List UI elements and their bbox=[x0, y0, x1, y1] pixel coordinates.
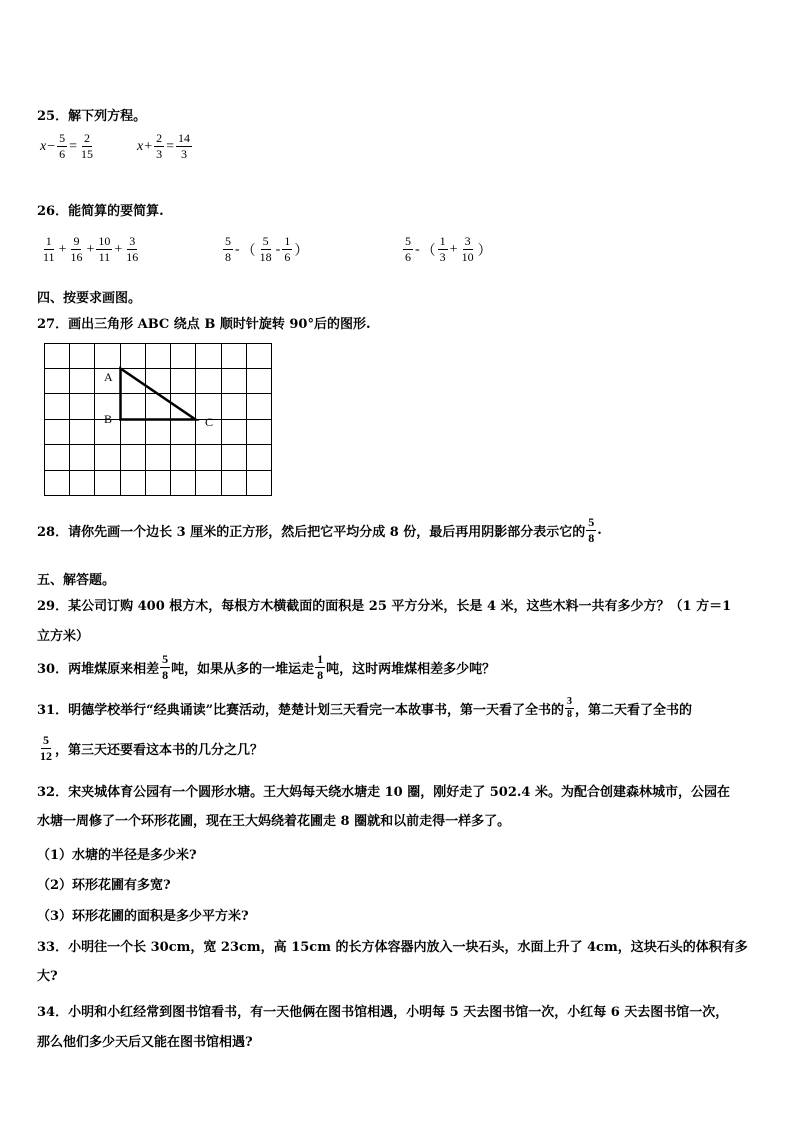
q26-expression-2: $\frac{5}{8}$ - （ $\frac{5}{18}$ - $\frac{1}{6}$ ） bbox=[225, 234, 309, 264]
q29-line-2: 立方米） bbox=[37, 629, 90, 644]
point-c-label: C bbox=[205, 415, 214, 429]
fraction: $\frac{3}{10}$ bbox=[461, 234, 474, 264]
fraction: $\frac{5}{8}$ bbox=[225, 234, 231, 264]
equals: = bbox=[69, 138, 78, 154]
section-5-heading: 五、解答题。 bbox=[37, 573, 116, 588]
grid-triangle-figure bbox=[44, 343, 272, 496]
fraction: $\frac{5}{12}$ bbox=[40, 733, 52, 763]
q27-text: 27．画出三角形 ABC 绕点 B 顺时针旋转 90°后的图形. bbox=[37, 317, 371, 332]
fraction: $\frac{1}{6}$ bbox=[284, 234, 291, 264]
q34-line-2: 那么他们多少天后又能在图书馆相遇? bbox=[37, 1035, 253, 1050]
variable: x bbox=[40, 138, 47, 154]
variable: x bbox=[137, 138, 144, 154]
fraction: $\frac{5}{6}$ bbox=[59, 131, 66, 161]
fraction: $\frac{10}{11}$ bbox=[98, 234, 111, 264]
fraction: $\frac{1}{11}$ bbox=[43, 234, 55, 264]
q26-expression-3: $\frac{5}{6}$ - （ $\frac{1}{3}$ + $\frac{3}{10}$ ） bbox=[405, 234, 492, 264]
q32-sub-3: （3）环形花圃的面积是多少平方米? bbox=[37, 909, 249, 924]
section-4-heading: 四、按要求画图。 bbox=[37, 291, 142, 306]
q32-line-2: 水塘一周修了一个环形花圃，现在王大妈绕着花圃走 8 圈就和以前走得一样多了。 bbox=[37, 814, 511, 829]
fraction: $\frac{3}{8}$ bbox=[567, 696, 573, 720]
q25-equation-2 bbox=[137, 131, 193, 162]
q32-sub-1: （1）水塘的半径是多少米? bbox=[37, 848, 197, 863]
q25-title: 25．解下列方程。 bbox=[37, 109, 147, 124]
q25-equation-1 bbox=[40, 131, 96, 162]
q31-line-1: 31．明德学校举行“经典诵读”比赛活动，楚楚计划三天看完一本故事书，第一天看了全书的 $\frac{3}{8}$ ，第二天看了全书的 bbox=[37, 696, 693, 720]
operator: + bbox=[144, 138, 153, 154]
q34-line-1: 34．小明和小红经常到图书馆看书，有一天他俩在图书馆相遇，小明每 5 天去图书馆一次，小红每 6 天去图书馆一次， bbox=[37, 1005, 729, 1020]
equals: = bbox=[166, 138, 175, 154]
operator: − bbox=[47, 138, 56, 154]
fraction: $\frac{2}{15}$ bbox=[81, 131, 94, 161]
fraction: $\frac{1}{8}$ bbox=[317, 652, 324, 682]
fraction: $\frac{5}{6}$ bbox=[405, 234, 411, 264]
q29-line-1: 29．某公司订购 400 根方木，每根方木横截面的面积是 25 平方分米，长是 4 米，这些木料一共有多少方？（1 方＝1 bbox=[37, 599, 732, 614]
q28-text: 28．请你先画一个边长 3 厘米的正方形，然后把它平均分成 8 份，最后再用阴影部分表示它的 $\frac{5}{8}$ . bbox=[37, 515, 602, 545]
fraction: $\frac{3}{16}$ bbox=[126, 234, 139, 264]
q32-sub-2: （2）环形花圃有多宽? bbox=[37, 878, 171, 893]
fraction: $\frac{5}{18}$ bbox=[259, 234, 272, 264]
fraction: $\frac{2}{3}$ bbox=[156, 131, 163, 161]
fraction: $\frac{5}{8}$ bbox=[162, 652, 169, 682]
q26-title: 26．能简算的要简算. bbox=[37, 204, 164, 219]
fraction: $\frac{14}{3}$ bbox=[178, 131, 191, 161]
q26-expression-1: $\frac{1}{11}$ + $\frac{9}{16}$ + $\frac{10}{11}$ + $\frac{3}{16}$ bbox=[43, 234, 139, 264]
fraction: $\frac{9}{16}$ bbox=[70, 234, 83, 264]
q30-text: 30．两堆煤原来相差 $\frac{5}{8}$ 吨，如果从多的一堆运走 $\frac{1}{8}$ 吨，这时两堆煤相差多少吨？ bbox=[37, 652, 496, 682]
point-a-label: A bbox=[104, 370, 113, 384]
fraction: $\frac{1}{3}$ bbox=[439, 234, 446, 264]
q31-line-2: $\frac{5}{12}$ ，第三天还要看这本书的几分之几？ bbox=[40, 733, 264, 763]
q33-line-1: 33．小明往一个长 30cm，宽 23cm，高 15cm 的长方体容器内放入一块石头，水面上升了 4cm，这块石头的体积有多 bbox=[37, 940, 748, 955]
q33-line-2: 大? bbox=[37, 969, 58, 984]
fraction: $\frac{5}{8}$ bbox=[588, 515, 595, 545]
q32-line-1: 32．宋夹城体育公园有一个圆形水塘。王大妈每天绕水塘走 10 圈，刚好走了 502.4 米。为配合创建森林城市，公园在 bbox=[37, 785, 730, 800]
point-b-label: B bbox=[104, 412, 113, 426]
